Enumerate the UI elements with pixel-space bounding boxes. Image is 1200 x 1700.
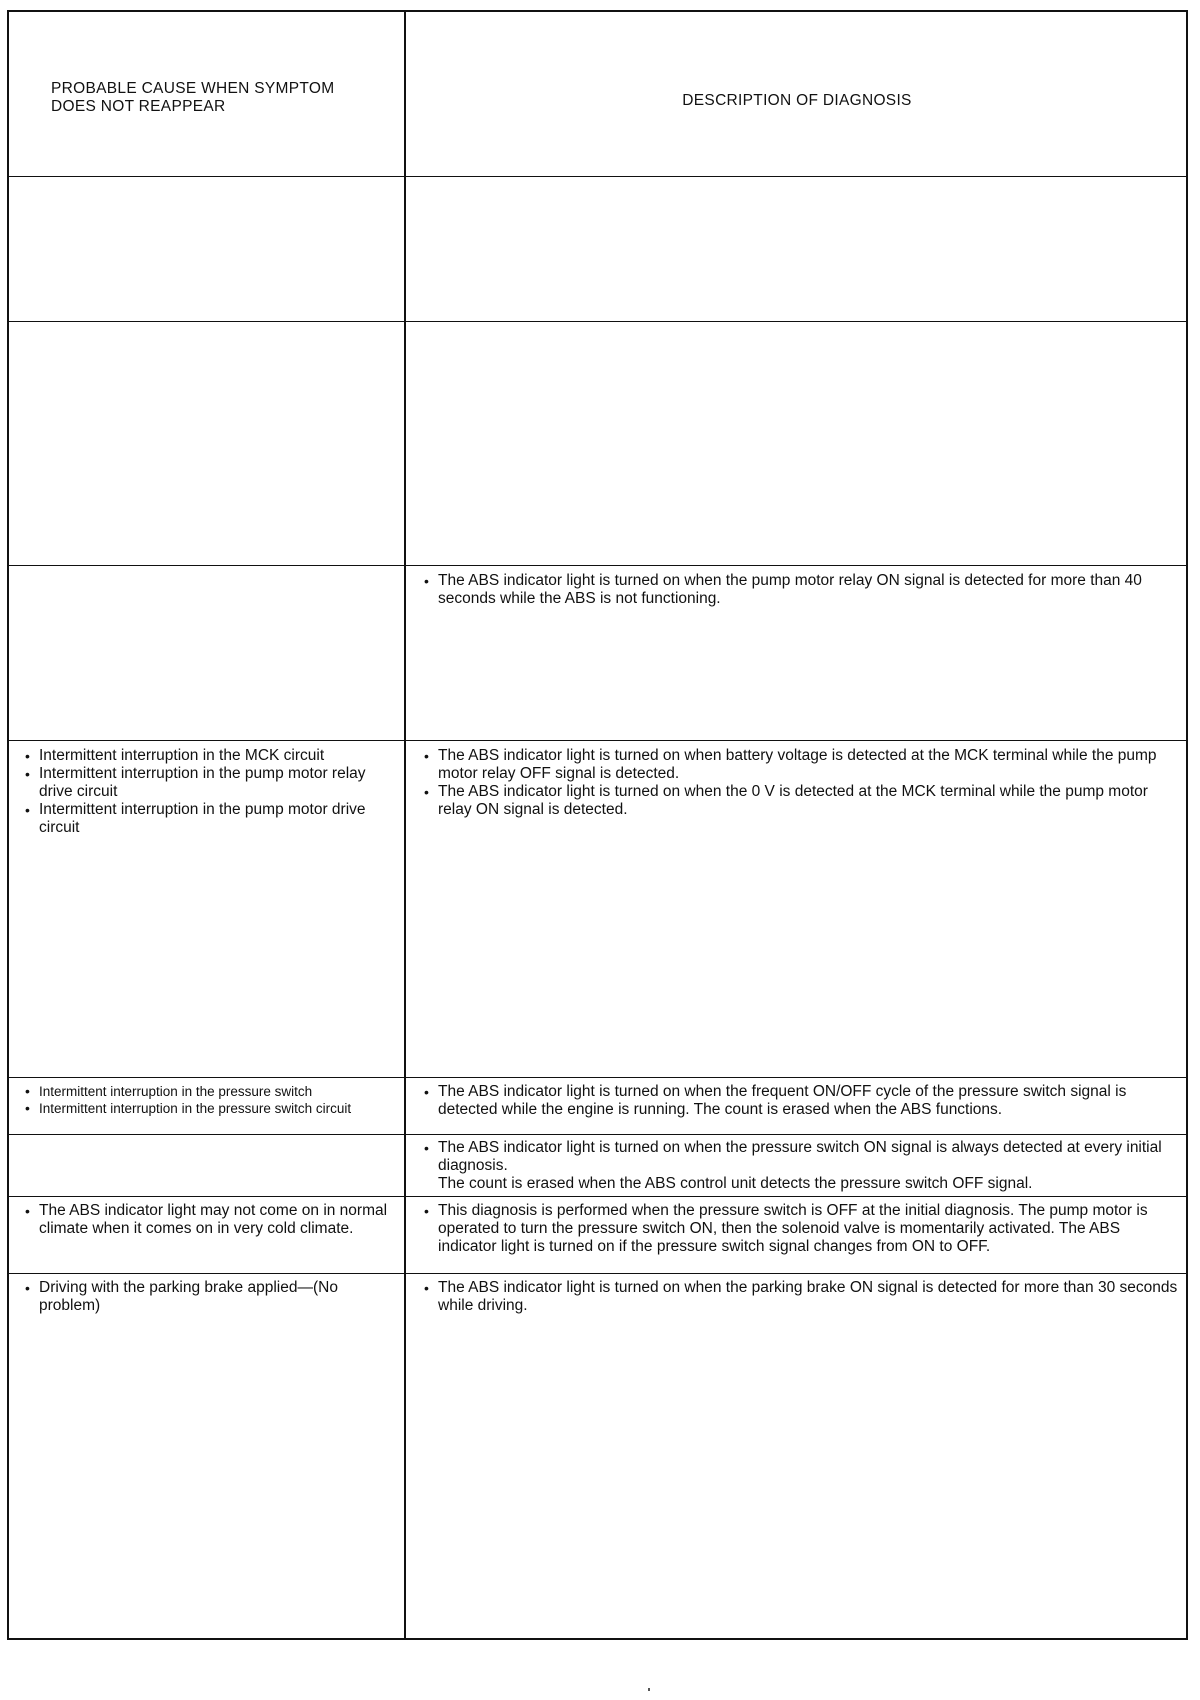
description-cell: [406, 1078, 1188, 1123]
cause-cell: [9, 566, 404, 576]
header-row: [9, 12, 1186, 177]
cause-cell: [9, 1135, 404, 1145]
cause-item: • The ABS indicator light may not come on in normal climate when it comes on in very cold climate.: [23, 1202, 394, 1238]
cause-item: • Intermittent interruption in the pressure switch circuit: [23, 1100, 394, 1117]
cause-column-header: [51, 80, 334, 116]
description-item: • The ABS indicator light is turned on when the frequent ON/OFF cycle of the pressure switch signal is detected while the engine is running. The count is erased when the ABS functions.: [422, 1083, 1178, 1119]
description-cell: [406, 741, 1188, 823]
page-mark: [648, 1688, 650, 1691]
description-cell: [406, 1274, 1188, 1319]
cause-cell: [9, 1274, 404, 1319]
cause-header-line-2: DOES NOT REAPPEAR: [51, 98, 226, 115]
description-cell: [406, 566, 1188, 612]
cause-item: • Intermittent interruption in the pump motor relay drive circuit: [23, 765, 394, 801]
description-item: • The ABS indicator light is turned on when the parking brake ON signal is detected for more than 30 seconds while driving.: [422, 1279, 1178, 1315]
description-cell: [406, 1197, 1188, 1260]
description-item: • The ABS indicator light is turned on when the pressure switch ON signal is always detected at every initial diagnosis.: [422, 1139, 1178, 1175]
table-row-7: [9, 1197, 1186, 1274]
description-cell: [406, 1135, 1188, 1197]
table-row-8: [9, 1274, 1186, 1640]
diagnosis-table: [7, 10, 1188, 1640]
table-row-2: [9, 322, 1186, 566]
cause-cell: [9, 741, 404, 841]
table-row-3: [9, 566, 1186, 741]
table-row-6: [9, 1135, 1186, 1197]
table-row-4: [9, 741, 1186, 1078]
cause-item: • Driving with the parking brake applied—(No problem): [23, 1279, 394, 1315]
table-row-1: [9, 177, 1186, 322]
cause-cell: [9, 1078, 404, 1121]
cause-item: • Intermittent interruption in the pressure switch: [23, 1083, 394, 1100]
description-note: The count is erased when the ABS control unit detects the pressure switch OFF signal.: [438, 1175, 1033, 1192]
description-header-cell: [406, 12, 1188, 177]
description-item: • The ABS indicator light is turned on when the 0 V is detected at the MCK terminal while the pump motor relay ON signal is detected.: [422, 783, 1178, 819]
description-column-header: DESCRIPTION OF DIAGNOSIS: [682, 92, 912, 109]
table-row-5: [9, 1078, 1186, 1135]
cause-item: • Intermittent interruption in the pump motor drive circuit: [23, 801, 394, 837]
description-item: • The ABS indicator light is turned on when battery voltage is detected at the MCK terminal while the pump motor relay OFF signal is detected.: [422, 747, 1178, 783]
cause-header-line-1: PROBABLE CAUSE WHEN SYMPTOM: [51, 80, 335, 97]
cause-item: • Intermittent interruption in the MCK circuit: [23, 747, 394, 765]
description-item: • The ABS indicator light is turned on when the pump motor relay ON signal is detected for more than 40 seconds while the ABS is not functioning.: [422, 572, 1178, 608]
cause-cell: [9, 1197, 404, 1242]
description-item: • This diagnosis is performed when the pressure switch is OFF at the initial diagnosis. The pump motor is operated to turn the pressure switch ON, then the solenoid valve is momentarily activated. The ABS indicator light is turned on if the pressure switch signal changes from ON to OFF.: [422, 1202, 1178, 1256]
